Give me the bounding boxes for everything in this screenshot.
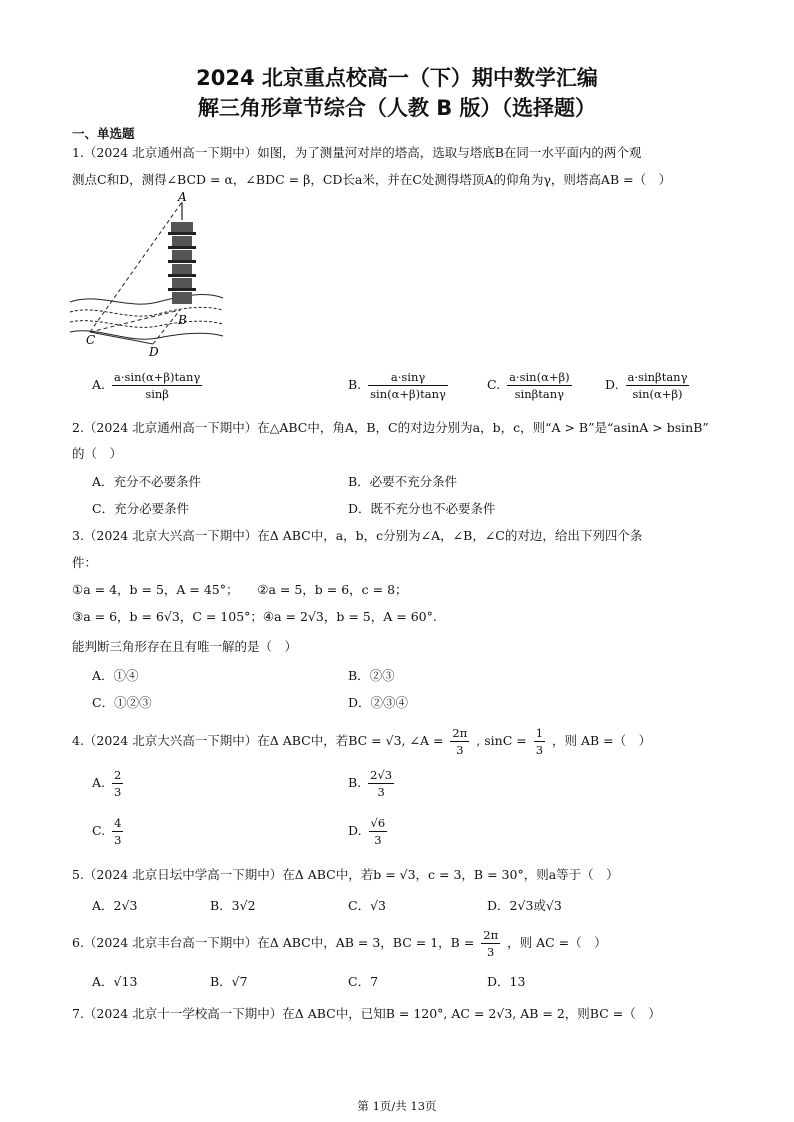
q6-option-d[interactable]: D．13 [487, 974, 526, 989]
q1-option-b[interactable] [348, 370, 451, 401]
q1-line-1: 1.（2024 北京通州高一下期中）如图，为了测量河对岸的塔高，选取与塔底B在同一水平面内的两个观 [72, 145, 642, 160]
river-flow-line [70, 307, 223, 316]
q4-option-b[interactable] [348, 768, 397, 799]
q4-text-pre: 4.（2024 北京大兴高一下期中）在Δ ABC中，若BC = √3, ∠A = [72, 733, 444, 748]
q2-option-a[interactable]: A．充分不必要条件 [92, 474, 202, 489]
denominator: sinβ [145, 387, 169, 401]
numerator: 4 [114, 816, 122, 830]
section-heading: 一、单选题 [72, 126, 135, 141]
q1-option-a[interactable] [92, 370, 205, 401]
denominator: sinβtanγ [514, 387, 565, 401]
label-D: D [149, 345, 159, 359]
option-label: B. [348, 775, 362, 790]
q2-option-c[interactable]: C．充分必要条件 [92, 501, 190, 516]
q3-line-5: 能判断三角形存在且有唯一解的是（ ） [72, 639, 298, 654]
numerator: 2π [483, 928, 499, 942]
title-line-2: 解三角形章节综合（人教 B 版）（选择题） [197, 96, 597, 120]
numerator: a·sinγ [368, 370, 448, 386]
q3-line-3: ①a = 4，b = 5，A = 45°； ②a = 5，b = 6，c = 8； [72, 582, 408, 597]
denominator: 3 [377, 785, 385, 799]
numerator: a·sin(α+β) [509, 370, 570, 384]
q4-text-post: ，则 AB =（ ） [552, 733, 652, 748]
q4-line-1 [72, 726, 651, 757]
fraction [450, 726, 469, 757]
q6-option-c[interactable]: C．7 [348, 974, 379, 989]
q5-option-b[interactable]: B．3√2 [210, 898, 256, 913]
line-CD [90, 332, 153, 344]
q3-line-4: ③a = 6，b = 6√3，C = 105°；④a = 2√3，b = 5，A = 60°. [72, 609, 437, 624]
fraction [112, 768, 123, 799]
q2-line-2: 的（ ） [72, 446, 123, 461]
denominator: 3 [114, 785, 122, 799]
numerator: a·sinβtanγ [627, 370, 688, 384]
label-C: C [86, 333, 96, 347]
q3-option-c[interactable]: C．①②③ [92, 695, 152, 710]
q5-option-c[interactable]: C．√3 [348, 898, 386, 913]
denominator: 3 [535, 743, 544, 757]
tower-figure [68, 192, 228, 362]
fraction [112, 816, 123, 847]
line-DB [153, 310, 180, 344]
q2-option-d[interactable]: D．既不充分也不必要条件 [348, 501, 496, 516]
option-label: A. [92, 775, 106, 790]
fraction [368, 370, 448, 401]
q1-option-d[interactable] [605, 370, 692, 401]
label-B: B [178, 313, 187, 327]
numerator: 2√3 [370, 768, 393, 782]
denominator: 3 [374, 833, 382, 847]
option-label: D. [348, 823, 362, 838]
q3-option-a[interactable]: A．①④ [92, 668, 139, 683]
q6-text-pre: 6.（2024 北京丰台高一下期中）在Δ ABC中，AB = 3，BC = 1，B = [72, 935, 475, 950]
title-line-1: 2024 北京重点校高一（下）期中数学汇编 [196, 66, 598, 90]
numerator: 2 [114, 768, 122, 782]
option-label: D. [605, 377, 619, 392]
q4-option-d[interactable] [348, 816, 390, 847]
numerator: a·sin(α+β)tanγ [114, 370, 201, 384]
q6-option-b[interactable]: B．√7 [210, 974, 248, 989]
q2-option-b[interactable]: B．必要不充分条件 [348, 474, 458, 489]
denominator: 3 [456, 743, 464, 757]
fraction [369, 816, 388, 847]
q3-option-b[interactable]: B．②③ [348, 668, 395, 683]
fraction [626, 370, 690, 401]
q4-option-a[interactable] [92, 768, 126, 799]
pagoda-icon [168, 202, 196, 304]
q3-line-1: 3.（2024 北京大兴高一下期中）在Δ ABC中，a，b，c分别为∠A，∠B，∠C的对边，给出下列四个条 [72, 528, 643, 543]
option-label: C. [487, 377, 501, 392]
numerator: √6 [370, 816, 386, 830]
fraction [368, 768, 394, 799]
river-flow-line-2 [70, 321, 223, 328]
denominator: 3 [114, 833, 122, 847]
page-footer: 第 1页/共 13页 [357, 1099, 437, 1113]
denominator: 3 [487, 945, 495, 959]
q4-text-mid: , sinC = [476, 733, 527, 748]
fraction [507, 370, 572, 401]
denominator: sin(α+β)tanγ [370, 387, 446, 401]
q5-option-a[interactable]: A．2√3 [92, 898, 138, 913]
q2-line-1: 2.（2024 北京通州高一下期中）在△ABC中，角A，B，C的对边分别为a，b，c，则“A > B”是“asinA > bsinB” [72, 420, 709, 435]
q3-line-2: 件： [72, 555, 98, 570]
fraction [534, 726, 545, 757]
q5-line-1: 5.（2024 北京日坛中学高一下期中）在Δ ABC中，若b = √3，c = 3，B = 30°，则a等于（ ） [72, 867, 619, 882]
q6-text-post: ，则 AC =（ ） [507, 935, 607, 950]
q3-option-d[interactable]: D．②③④ [348, 695, 409, 710]
fraction [112, 370, 202, 401]
q5-option-d[interactable]: D．2√3或√3 [487, 898, 562, 913]
numerator: 1 [535, 726, 544, 740]
option-label: A. [92, 377, 106, 392]
river-bank-top [70, 295, 223, 305]
q6-line-1 [72, 928, 607, 959]
fraction [481, 928, 500, 959]
numerator: 2π [452, 726, 468, 740]
option-label: C. [92, 823, 106, 838]
q7-line-1: 7.（2024 北京十一学校高一下期中）在Δ ABC中，已知B = 120°, AC = 2√3, AB = 2，则BC =（ ） [72, 1006, 661, 1021]
q1-line-2: 测点C和D，测得∠BCD = α，∠BDC = β，CD长a米，并在C处测得塔顶A的仰角为γ，则塔高AB =（ ） [72, 172, 672, 187]
q6-option-a[interactable]: A．√13 [92, 974, 138, 989]
q1-option-c[interactable] [487, 370, 575, 401]
label-A: A [178, 192, 187, 204]
denominator: sin(α+β) [632, 387, 683, 401]
option-label: B. [348, 377, 362, 392]
q4-option-c[interactable] [92, 816, 126, 847]
